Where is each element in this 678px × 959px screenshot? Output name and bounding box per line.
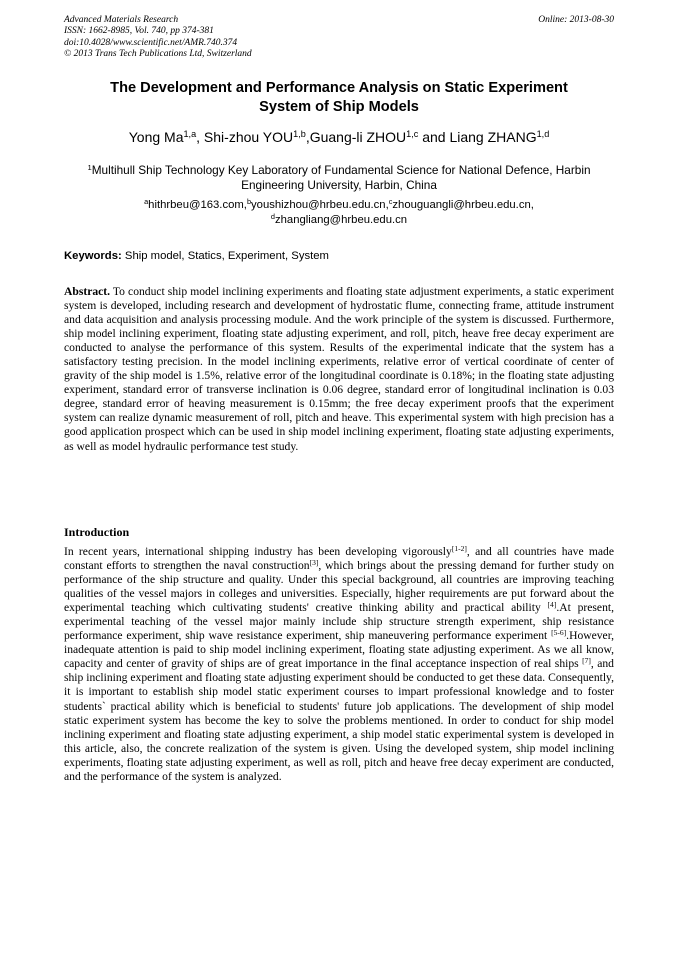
- introduction-section: [64, 545, 614, 784]
- email-mark: b: [246, 196, 252, 206]
- section-heading-introduction: Introduction: [64, 525, 130, 539]
- author-name: and Liang ZHANG: [418, 129, 537, 145]
- journal-copyright: © 2013 Trans Tech Publications Ltd, Switzerland: [64, 49, 252, 60]
- paper-title-line-2: System of Ship Models: [259, 99, 419, 115]
- email-mark: a: [144, 196, 149, 206]
- keywords-label: Keywords:: [64, 250, 122, 262]
- author-affil-mark: 1,c: [406, 129, 419, 139]
- journal-doi: doi:10.4028/www.scientific.net/AMR.740.374: [64, 37, 238, 48]
- email-address: youshizhou@hrbeu.edu.cn,: [251, 199, 389, 211]
- author-affil-mark: 1,a: [183, 129, 197, 139]
- author-name: , Shi-zhou YOU: [196, 129, 294, 145]
- citation-ref: [3]: [309, 557, 319, 567]
- journal-issn: ISSN: 1662-8985, Vol. 740, pp 374-381: [64, 26, 214, 37]
- abstract-paragraph: [64, 285, 614, 454]
- journal-header: [64, 15, 252, 61]
- email-mark: c: [388, 196, 393, 206]
- journal-name: Advanced Materials Research: [64, 15, 179, 25]
- emails-line-2: [64, 213, 614, 228]
- abstract: [64, 285, 614, 454]
- author-affil-mark: 1,b: [293, 129, 306, 139]
- author-name: Yong Ma: [128, 129, 184, 145]
- paper-title-line-1: The Development and Performance Analysis on Static Experiment: [110, 80, 568, 96]
- email-address: zhouguangli@hrbeu.edu.cn,: [392, 199, 534, 211]
- abstract-text: To conduct ship model inclining experiments and floating state adjustment experiments, a static experiment system is developed, including research and development of hydrostatic flume, connecting frame, attitude instrument and data acquisition and analysis processing module. And the work principle of the system is discussed. Furthermore, ship model inclining experiment, floating state adjusting experiment, and roll, pitch, heave free decay experiment are conducted to analyse the performance of this system. Results of the experimental indicate that the system has a satisfactory testing precision. In the model inclining experiments, relative error of vertical coordinate of center of gravity of the ship model is 1.5%, relative error of the longitudinal coordinate is 0.18%; in the floating state adjusting experiment, standard error of transverse inclination is 0.06 degree, standard error of longitudinal inclination is 0.03 degree, standard error of heaving measurement is 0.15mm; the free decay experiment proofs that the experiment system can realize dynamic measurement of roll, pitch and heave. This experimental system with high precision has a good application prospect which can be used in ship model inclining experiment, floating state adjusting experiments, as well as model hydraulic performance test study.: [64, 285, 614, 453]
- paper-title: [64, 79, 614, 117]
- email-mark: d: [270, 211, 275, 221]
- affiliation-line-2: Engineering University, Harbin, China: [241, 177, 437, 192]
- author-affil-mark: 1,d: [536, 129, 550, 139]
- citation-ref: [4]: [547, 600, 557, 610]
- affiliation: [64, 163, 614, 192]
- keywords: [64, 249, 614, 263]
- affiliation-mark: 1: [87, 162, 92, 172]
- citation-ref: [7]: [582, 656, 591, 666]
- abstract-label: Abstract.: [64, 285, 111, 298]
- keywords-text: Ship model, Statics, Experiment, System: [121, 250, 329, 262]
- affiliation-line-1: $^1$Multihull Ship Technology Key Laboratory of Fundamental Science for National Defence, Harbin: [87, 162, 591, 177]
- emails-line-1: [64, 198, 614, 213]
- author-list: [64, 128, 614, 146]
- author-name: ,Guang-li ZHOU: [305, 129, 407, 145]
- citation-ref: [5-6]: [551, 628, 567, 638]
- introduction-paragraph: In recent years, international shipping industry has been developing vigorously[1-2], and all countries have made constant efforts to strengthen the naval construction[3], which brings about the pressing demand for further study on performance of the ship structure and quality. Under this special background, all countries are improving teaching qualities of the vessel majors in colleges and universities. Especially, higher requirements are put forward about the experimental teaching which cultivating students' creative thinking ability and practical ability [4].At present, experimental teaching of the vessel major mainly include ship structure strength experiment, ship resistance performance experiment, ship wave resistance experiment, ship maneuvering performance experiment [5-6].However, inadequate attention is paid to ship model inclining experiment, floating state adjusting experiment. As we all know, capacity and center of gravity of ships are of great importance in the final acceptance inspection of real ships [7], and ship inclining experiment and floating state adjusting experiment should be conducted to get these data. Consequently, it is important to establish ship model static experiment courses to impart professional knowledge and to foster students` practical ability which is beneficial to students' future job applications. The development of ship model static experiment system has become the key to solve the problems mentioned. In order to conduct for ship model inclining experiment and floating state adjusting experiment, a ship model static experimental system is developed in this article, also, the concrete realization of the system is given. Using the developed system, ship model inclining experiments, floating state adjusting experiment, as well as roll, pitch and heave free decay experiment are conducted, and the performance of the system is analyzed.: [64, 543, 614, 783]
- email-address: zhangliang@hrbeu.edu.cn: [275, 213, 408, 226]
- email-address: hithrbeu@163.com,: [148, 199, 247, 211]
- online-date: Online: 2013-08-30: [538, 15, 614, 25]
- author-emails: [64, 198, 614, 227]
- citation-ref: [1-2]: [451, 543, 467, 553]
